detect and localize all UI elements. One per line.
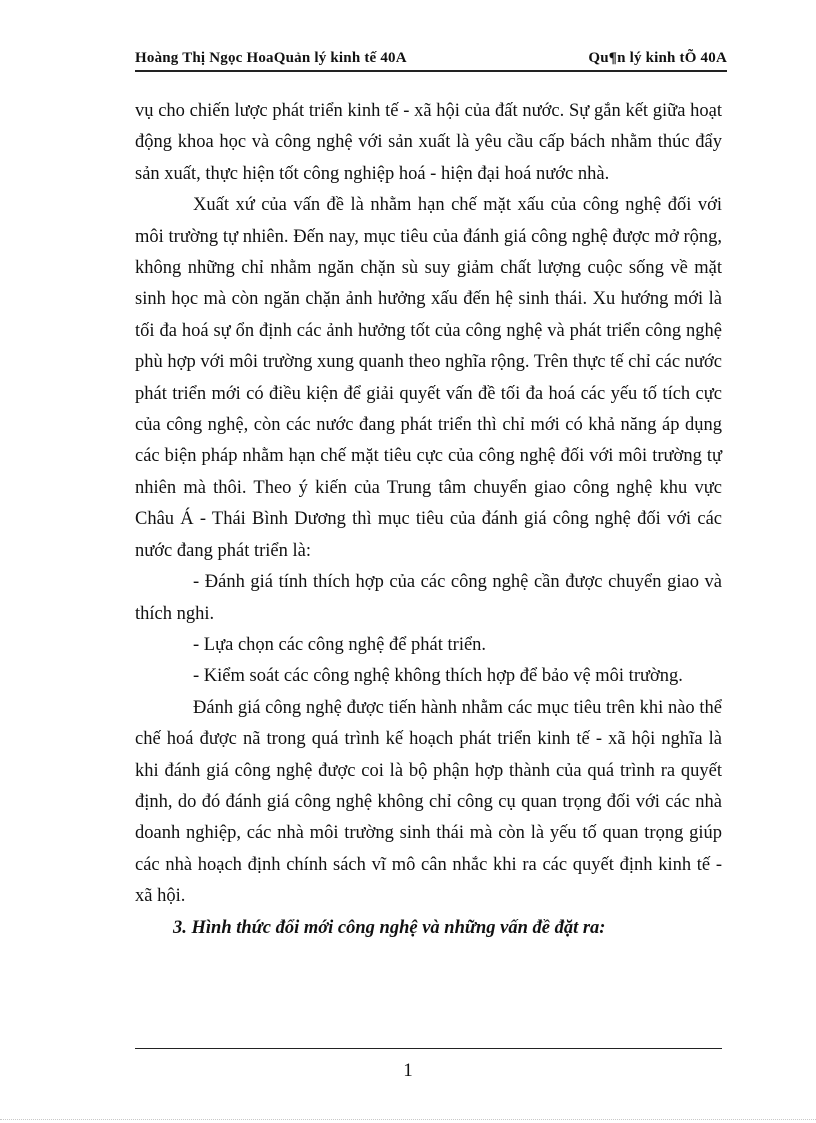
paragraph-2: Xuất xứ của vấn đề là nhằm hạn chế mặt xấu của công nghệ đối với môi trường tự nhiên. Đến nay, mục tiêu của đánh giá công nghệ được mở rộng, không những chỉ nhằm ngăn chặn sù suy giảm chất lượng cuộc sống về mặt sinh học mà còn ngăn chặn ảnh hưởng xấu đến hệ sinh thái. Xu hướng mới là tối đa hoá sự ổn định các ảnh hưởng tốt của công nghệ và phát triển công nghệ phù hợp với môi trường xung quanh theo nghĩa rộng. Trên thực tế chỉ các nước phát triển mới có điều kiện để giải quyết vấn đề tối đa hoá các yếu tố tích cực của công nghệ, còn các nước đang phát triển thì chỉ mới có khả năng áp dụng các biện pháp nhằm hạn chế mặt tiêu cực của công nghệ đối với môi trường tự nhiên mà thôi. Theo ý kiến của Trung tâm chuyển giao công nghệ khu vực Châu Á - Thái Bình Dương thì mục tiêu của đánh giá công nghệ đối với các nước đang phát triển là: xyxy=(135,195,722,561)
page-number: 1 xyxy=(403,1060,413,1081)
bullet-item-3: - Kiểm soát các công nghệ không thích hợp để bảo vệ môi trường. xyxy=(193,666,683,687)
paragraph-3: Đánh giá công nghệ được tiến hành nhằm các mục tiêu trên khi nào thể chế hoá được nã trong quá trình kế hoạch phát triển kinh tế - xã hội nghĩa là khi đánh giá công nghệ được coi là bộ phận hợp thành của quá trình ra quyết định, do đó đánh giá công nghệ không chỉ công cụ quan trọng đối với các nhà doanh nghiệp, các nhà môi trường sinh thái mà còn là yếu tố quan trọng giúp các nhà hoạch định chính sách vĩ mô cân nhắc khi ra các quyết định kinh tế - xã hội. xyxy=(135,697,722,907)
bullet-item-1: - Đánh giá tính thích hợp của các công nghệ cần được chuyển giao và thích nghi. xyxy=(135,572,722,624)
page-bottom-edge xyxy=(0,1119,816,1120)
document-body xyxy=(135,96,722,944)
section-heading: 3. Hình thức đổi mới công nghệ và những vấn đề đặt ra: xyxy=(173,917,606,938)
page-header xyxy=(135,48,727,72)
footer-divider xyxy=(135,1048,722,1049)
header-right-text: Qu¶n lý kinh tÕ 40A xyxy=(588,50,727,66)
bullet-item-2: - Lựa chọn các công nghệ để phát triển. xyxy=(193,634,487,655)
header-left-text: Hoàng Thị Ngọc HoaQuản lý kinh tế 40A xyxy=(135,50,407,66)
paragraph-1: vụ cho chiến lược phát triển kinh tế - xã hội của đất nước. Sự gắn kết giữa hoạt động khoa học và công nghệ với sản xuất là yêu cầu cấp bách nhằm thúc đẩy sản xuất, thực hiện tốt công nghiệp hoá - hiện đại hoá nước nhà. xyxy=(135,101,722,184)
